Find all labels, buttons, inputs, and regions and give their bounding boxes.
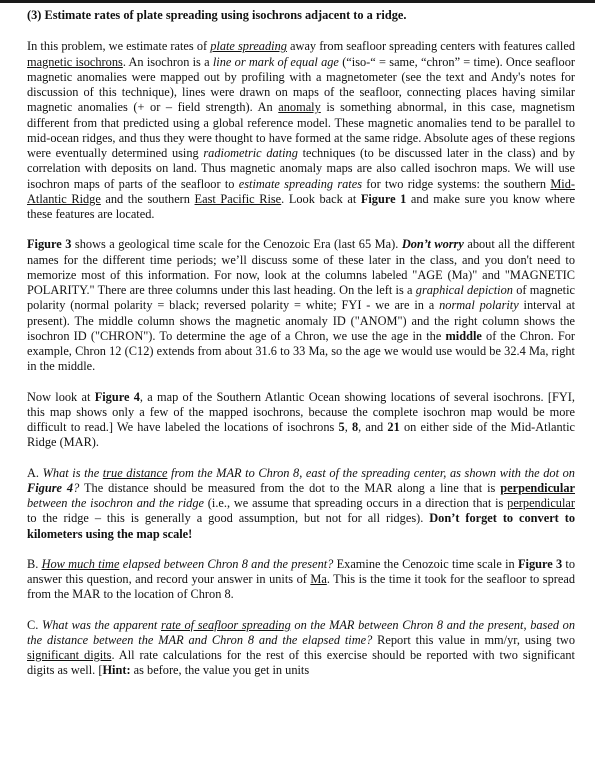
question-a: A. What is the true distance from the MAR to Chron 8, east of the spreading center, as shown with the dot on Figure 4? The distance should be measured from the dot to the MAR along a line that is perpendicular between the isochron and the ridge (i.e., we assume that spreading occurs in a direction that is perpendicular to the ridge – this is generally a good assumption, but not for all ridges). Don’t forget to convert to kilometers using the map scale! (27, 465, 575, 541)
p3-emphasis: 8 (351, 420, 359, 434)
p1-emphasis: plate spreading (210, 39, 287, 54)
document-page (27, 8, 575, 694)
p4-emphasis: perpendicular (500, 480, 575, 495)
figure-4-paragraph: Now look at Figure 4, a map of the Southern Atlantic Ocean showing locations of several isochrons. [FYI, this map shows only a few of the mapped isochrons, because the complete isochron map would be more difficult to read.] We have labeled the locations of isochrons 5, 8, and 21 on either side of the Mid-Atlantic Ridge (MAR). (27, 389, 576, 450)
p3-emphasis: Figure 4 (94, 389, 140, 404)
top-border (0, 0, 595, 3)
p3-emphasis: 5 (338, 420, 345, 434)
p1-emphasis: anomaly (278, 100, 321, 115)
p4-emphasis: between the isochron and the ridge (27, 496, 204, 510)
p2-emphasis: middle (445, 328, 482, 343)
p4-emphasis: ? (73, 480, 80, 495)
question-c: C. What was the apparent rate of seafloor spreading on the MAR between Chron 8 and the present, based on the distance between the MAR and Chron 8 and the elapsed time? Report this value in mm/yr, using two significant digits. All rate calculations for the rest of this exercise should be reported with two significant digits as well. [Hint: as before, the value you get in units (27, 617, 575, 678)
p1-emphasis: magnetic isochrons (27, 54, 123, 69)
p6-emphasis: rate of seafloor spreading (160, 617, 291, 632)
p6-emphasis: What was the apparent (41, 617, 161, 632)
p5-emphasis: elapsed between Chron 8 and the present? (119, 556, 334, 571)
p1-emphasis: Mid-Atlantic Ridge (27, 176, 575, 206)
p4-emphasis: from the MAR to Chron 8, east of the spreading center, as shown with the dot on (167, 465, 575, 480)
time-scale-paragraph: Figure 3 shows a geological time scale for the Cenozoic Era (last 65 Ma). Don’t worry about all the different names for the different time periods; we’ll discuss some of these later in the class, and you don't need to memorize most of this information. For now, look at the columns labeled "AGE (Ma)" and "MAGNETIC POLARITY." There are three columns under this last heading. On the left is a graphical depiction of magnetic polarity (normal polarity = black; reversed polarity = white; FYI - we are in a normal polarity interval at present). The middle column shows the magnetic anomaly ID ("ANOM") and the right column shows the isochron ID ("CHRON"). To determine the age of a Chron, we use the age in the middle of the Chron. For example, Chron 12 (C12) extends from about 31.6 to 33 Ma, so the age we would use would be 32.4 Ma, right in the middle. (27, 237, 576, 374)
p2-emphasis: Don’t worry (401, 237, 464, 252)
question-b: B. How much time elapsed between Chron 8 and the present? Examine the Cenozoic time scale in Figure 3 to answer this question, and record your answer in units of Ma. This is the time it took for the seafloor to spread from the MAR to the location of Chron 8. (27, 556, 576, 602)
intro-paragraph: In this problem, we estimate rates of plate spreading away from seafloor spreading centers with features called magnetic isochrons. An isochron is a line or mark of equal age (“iso-“ = same, “chron” = time). Once seafloor magnetic anomalies were mapped out by profiling with a magnetometer (see the text and Andy's notes for discussion of this technique), lines were drawn on maps of the seafloor, connecting places having similar magnetic anomalies (+ or – field strength). An anomaly is something abnormal, in this case, magnetism different from that predicted using a global reference model. These magnetic anomalies tend to be parallel to mid-ocean ridges, and thus they were thought to have formed at the same ridge. Absolute ages of these regions were eventually determined using radiometric dating techniques (to be discussed later in the class) and by correlation with deposits on land. Thus magnetic anomaly maps are also called isochron maps. We will use isochron maps of parts of the seafloor to estimate spreading rates for two ridge systems: the southern Mid-Atlantic Ridge and the southern East Pacific Rise. Look back at Figure 1 and make sure you know where these features are located. (27, 39, 576, 221)
p5-emphasis: Ma (310, 572, 327, 586)
p1-emphasis: radiometric dating (203, 146, 298, 160)
p4-emphasis: Don’t forget to convert to kilometers using the map scale! (27, 511, 575, 541)
p4-emphasis: true distance (102, 465, 168, 480)
p4-emphasis: perpendicular (507, 496, 575, 510)
p4-emphasis: What is the (42, 465, 103, 480)
p6-emphasis: Hint: (102, 663, 131, 678)
p1-emphasis: Figure 1 (360, 191, 407, 206)
p5-emphasis: Figure 3 (517, 556, 563, 571)
p5-emphasis: How much time (41, 556, 120, 571)
p2-emphasis: Figure 3 (27, 237, 72, 252)
p3-emphasis: 21 (387, 420, 400, 434)
p2-emphasis: normal polarity (439, 298, 519, 313)
p6-emphasis: significant digits (27, 648, 112, 662)
p1-emphasis: East Pacific Rise (194, 191, 282, 206)
p1-emphasis: estimate spreading rates (238, 176, 363, 191)
section-heading: (3) Estimate rates of plate spreading using isochrons adjacent to a ridge. (27, 8, 407, 22)
p4-emphasis: Figure 4 (27, 480, 74, 495)
p2-emphasis: graphical depiction (415, 283, 513, 297)
p6-emphasis: on the MAR between Chron 8 and the present, based on the distance between the MAR and Chron 8 and the elapsed time? (27, 617, 575, 647)
p1-emphasis: line or mark of equal age (212, 54, 339, 69)
